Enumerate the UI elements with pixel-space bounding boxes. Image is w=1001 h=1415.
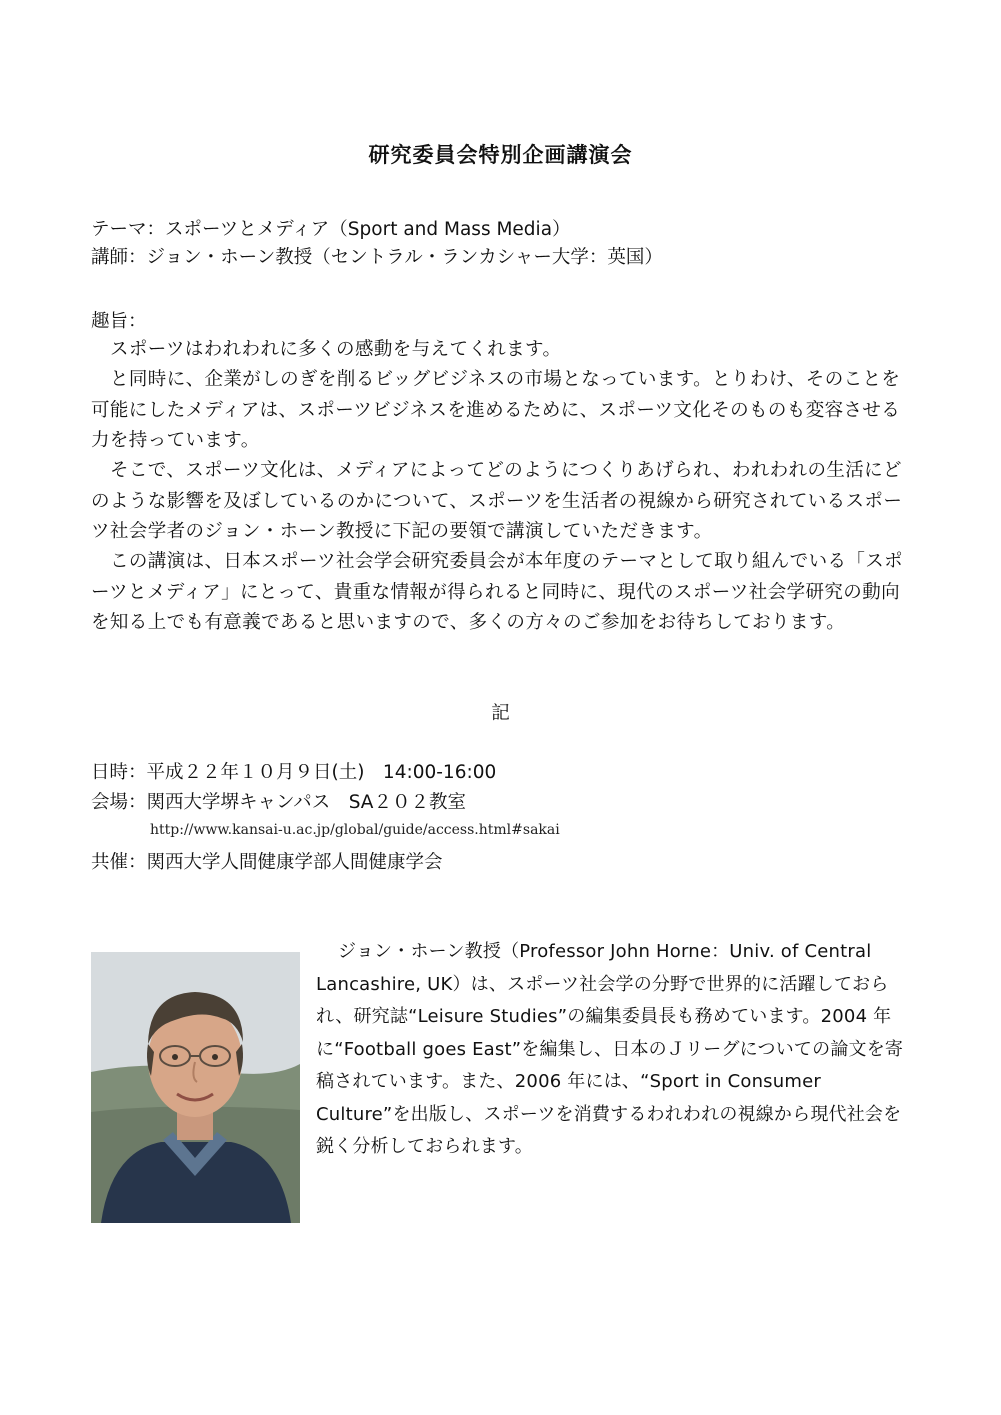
purpose-paragraph-3: そこで、スポーツ文化は、メディアによってどのようにつくりあげられ、われわれの生活にどのような影響を及ぼしているのかについて、スポーツを生活者の視線から研究されているスポーツ社会学者のジョン・ホーン教授に下記の要領で講演していただきます。 [91,460,903,542]
venue-url-link[interactable]: http://www.kansai-u.ac.jp/global/guide/access.html#sakai [150,822,560,838]
lecturer-line: 講師：ジョン・ホーン教授（セントラル・ランカシャー大学：英国） [91,247,663,268]
portrait-image [91,952,300,1223]
purpose-heading: 趣旨： [91,311,147,332]
venue-line: 会場：関西大学堺キャンパス SA２０２教室 [91,792,466,813]
lecturer-photo [91,952,300,1223]
purpose-paragraph-2: と同時に、企業がしのぎを削るビッグビジネスの市場となっています。とりわけ、そのことを可能にしたメディアは、スポーツビジネスを進めるために、スポーツ文化そのものも変容させる力を持っています。 [91,369,901,451]
ki-marker: 記 [491,703,510,724]
lecturer-bio: ジョン・ホーン教授（Professor John Horne：Univ. of Central Lancashire, UK）は、スポーツ社会学の分野で世界的に活躍しておられ、研究誌“Leisure Studies”の編集委員長も務めています。2004 年に“Football goes East”を編集し、日本のＪリーグについての論文を寄稿されています。また、2006 年には、“Sport in Consumer Culture”を出版し、スポーツを消費するわれわれの視線から現代社会を鋭く分析しておられます。 [316,941,904,1157]
cosponsor-line: 共催：関西大学人間健康学部人間健康学会 [91,852,443,873]
theme-line: テーマ：スポーツとメディア（Sport and Mass Media） [91,219,571,240]
purpose-paragraph-4: この講演は、日本スポーツ社会学会研究委員会が本年度のテーマとして取り組んでいる「スポーツとメディア」にとって、貴重な情報が得られると同時に、現代のスポーツ社会学研究の動向を知る上でも有意義であると思いますので、多くの方々のご参加をお待ちしております。 [91,551,904,633]
datetime-line: 日時：平成２２年１０月９日(土) 14:00-16:00 [91,762,497,783]
page-title: 研究委員会特別企画講演会 [368,143,633,167]
purpose-paragraph-1: スポーツはわれわれに多くの感動を与えてくれます。 [110,339,562,360]
